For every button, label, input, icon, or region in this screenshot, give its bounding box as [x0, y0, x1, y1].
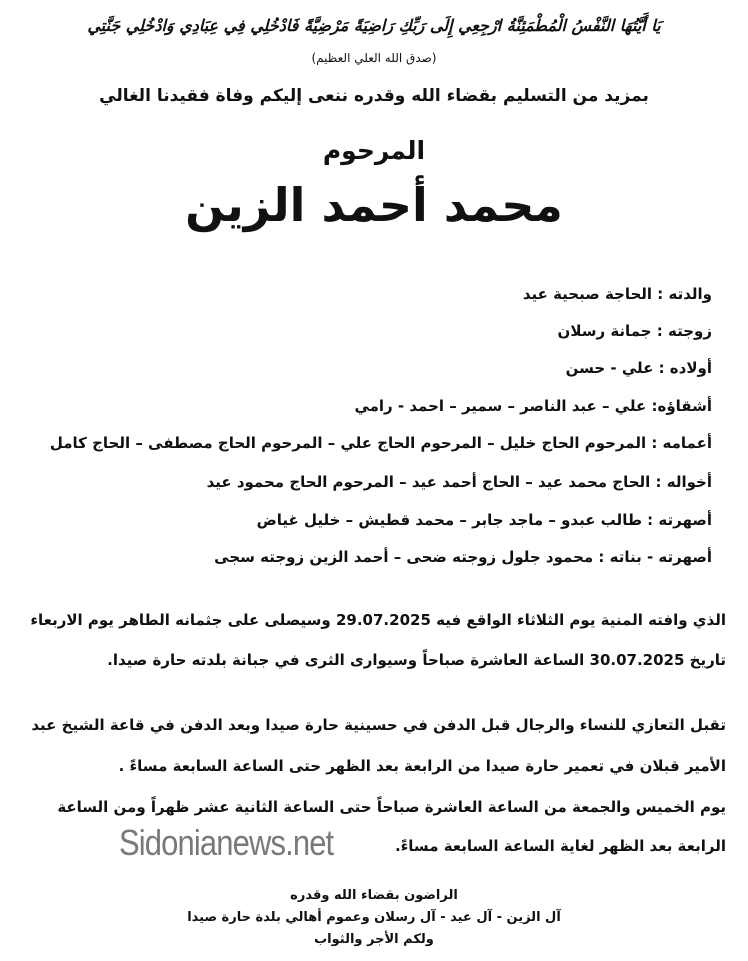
relative-line: زوجته : جمانة رسلان: [557, 322, 712, 340]
relative-line: أعمامه : المرحوم الحاج خليل – المرحوم الحاج علي – المرحوم الحاج مصطفى – الحاج كامل: [49, 434, 712, 452]
deceased-title: المرحوم: [322, 136, 426, 165]
announcement-intro: بمزيد من التسليم بقضاء الله وقدره ننعى إليكم وفاة فقيدنا الغالي: [99, 86, 649, 106]
relative-line: والدته : الحاجة صبحية عيد: [522, 285, 712, 303]
condolence-line: يوم الخميس والجمعة من الساعة العاشرة صباحاً حتى الساعة الثانية عشر ظهراً ومن الساعة: [57, 798, 726, 816]
closing-line: آل الزين - آل عيد - آل رسلان وعموم أهالي بلدة حارة صيدا: [187, 910, 561, 925]
deceased-name: محمد أحمد الزين: [185, 178, 563, 232]
condolence-line: الرابعة بعد الظهر لغاية الساعة السابعة مساءً.: [394, 837, 726, 855]
quran-verse: يَا أَيَّتُهَا النَّفْسُ الْمُطْمَئِنَّةُ ارْجِعِي إِلَى رَبِّكِ رَاضِيَةً مَرْضِيَّةً فَادْخُلِي فِي عِبَادِي وَادْخُلِي جَنَّتِي: [87, 16, 661, 35]
closing-line: الراضون بقضاء الله وقدره: [290, 888, 458, 903]
funeral-details-line: الذي وافته المنية يوم الثلاثاء الواقع فيه 29.07.2025 وسيصلى على جثمانه الطاهر يوم الاربعاء: [30, 611, 726, 629]
relative-line: أشقاؤه: علي – عبد الناصر – سمير – احمد - رامي: [354, 397, 712, 415]
condolence-line: تقبل التعازي للنساء والرجال قبل الدفن في حسينية حارة صيدا وبعد الدفن في قاعة الشيخ عبد: [31, 716, 726, 734]
relative-line: أولاده : علي - حسن: [565, 359, 712, 377]
relative-line: أخواله : الحاج محمد عيد – الحاج أحمد عيد – المرحوم الحاج محمود عيد: [206, 473, 712, 491]
relative-line: أصهرته : طالب عبدو – ماجد جابر – محمد قطيش – خليل غياض: [256, 511, 712, 529]
funeral-details-line: تاريخ 30.07.2025 الساعة العاشرة صباحاً وسيوارى الثرى في جبانة بلدته حارة صيدا.: [107, 651, 726, 669]
verse-source: (صدق الله العلي العظيم): [311, 51, 437, 65]
site-watermark: Sidonianews.net: [119, 822, 334, 863]
closing-line: ولكم الأجر والثواب: [314, 932, 434, 947]
condolence-line: الأمير قبلان في تعمير حارة صيدا من الرابعة بعد الظهر حتى الساعة السابعة مساءً .: [118, 757, 726, 775]
relative-line: أصهرته - بناته : محمود جلول زوجته ضحى – أحمد الزين زوجته سجى: [214, 548, 712, 566]
